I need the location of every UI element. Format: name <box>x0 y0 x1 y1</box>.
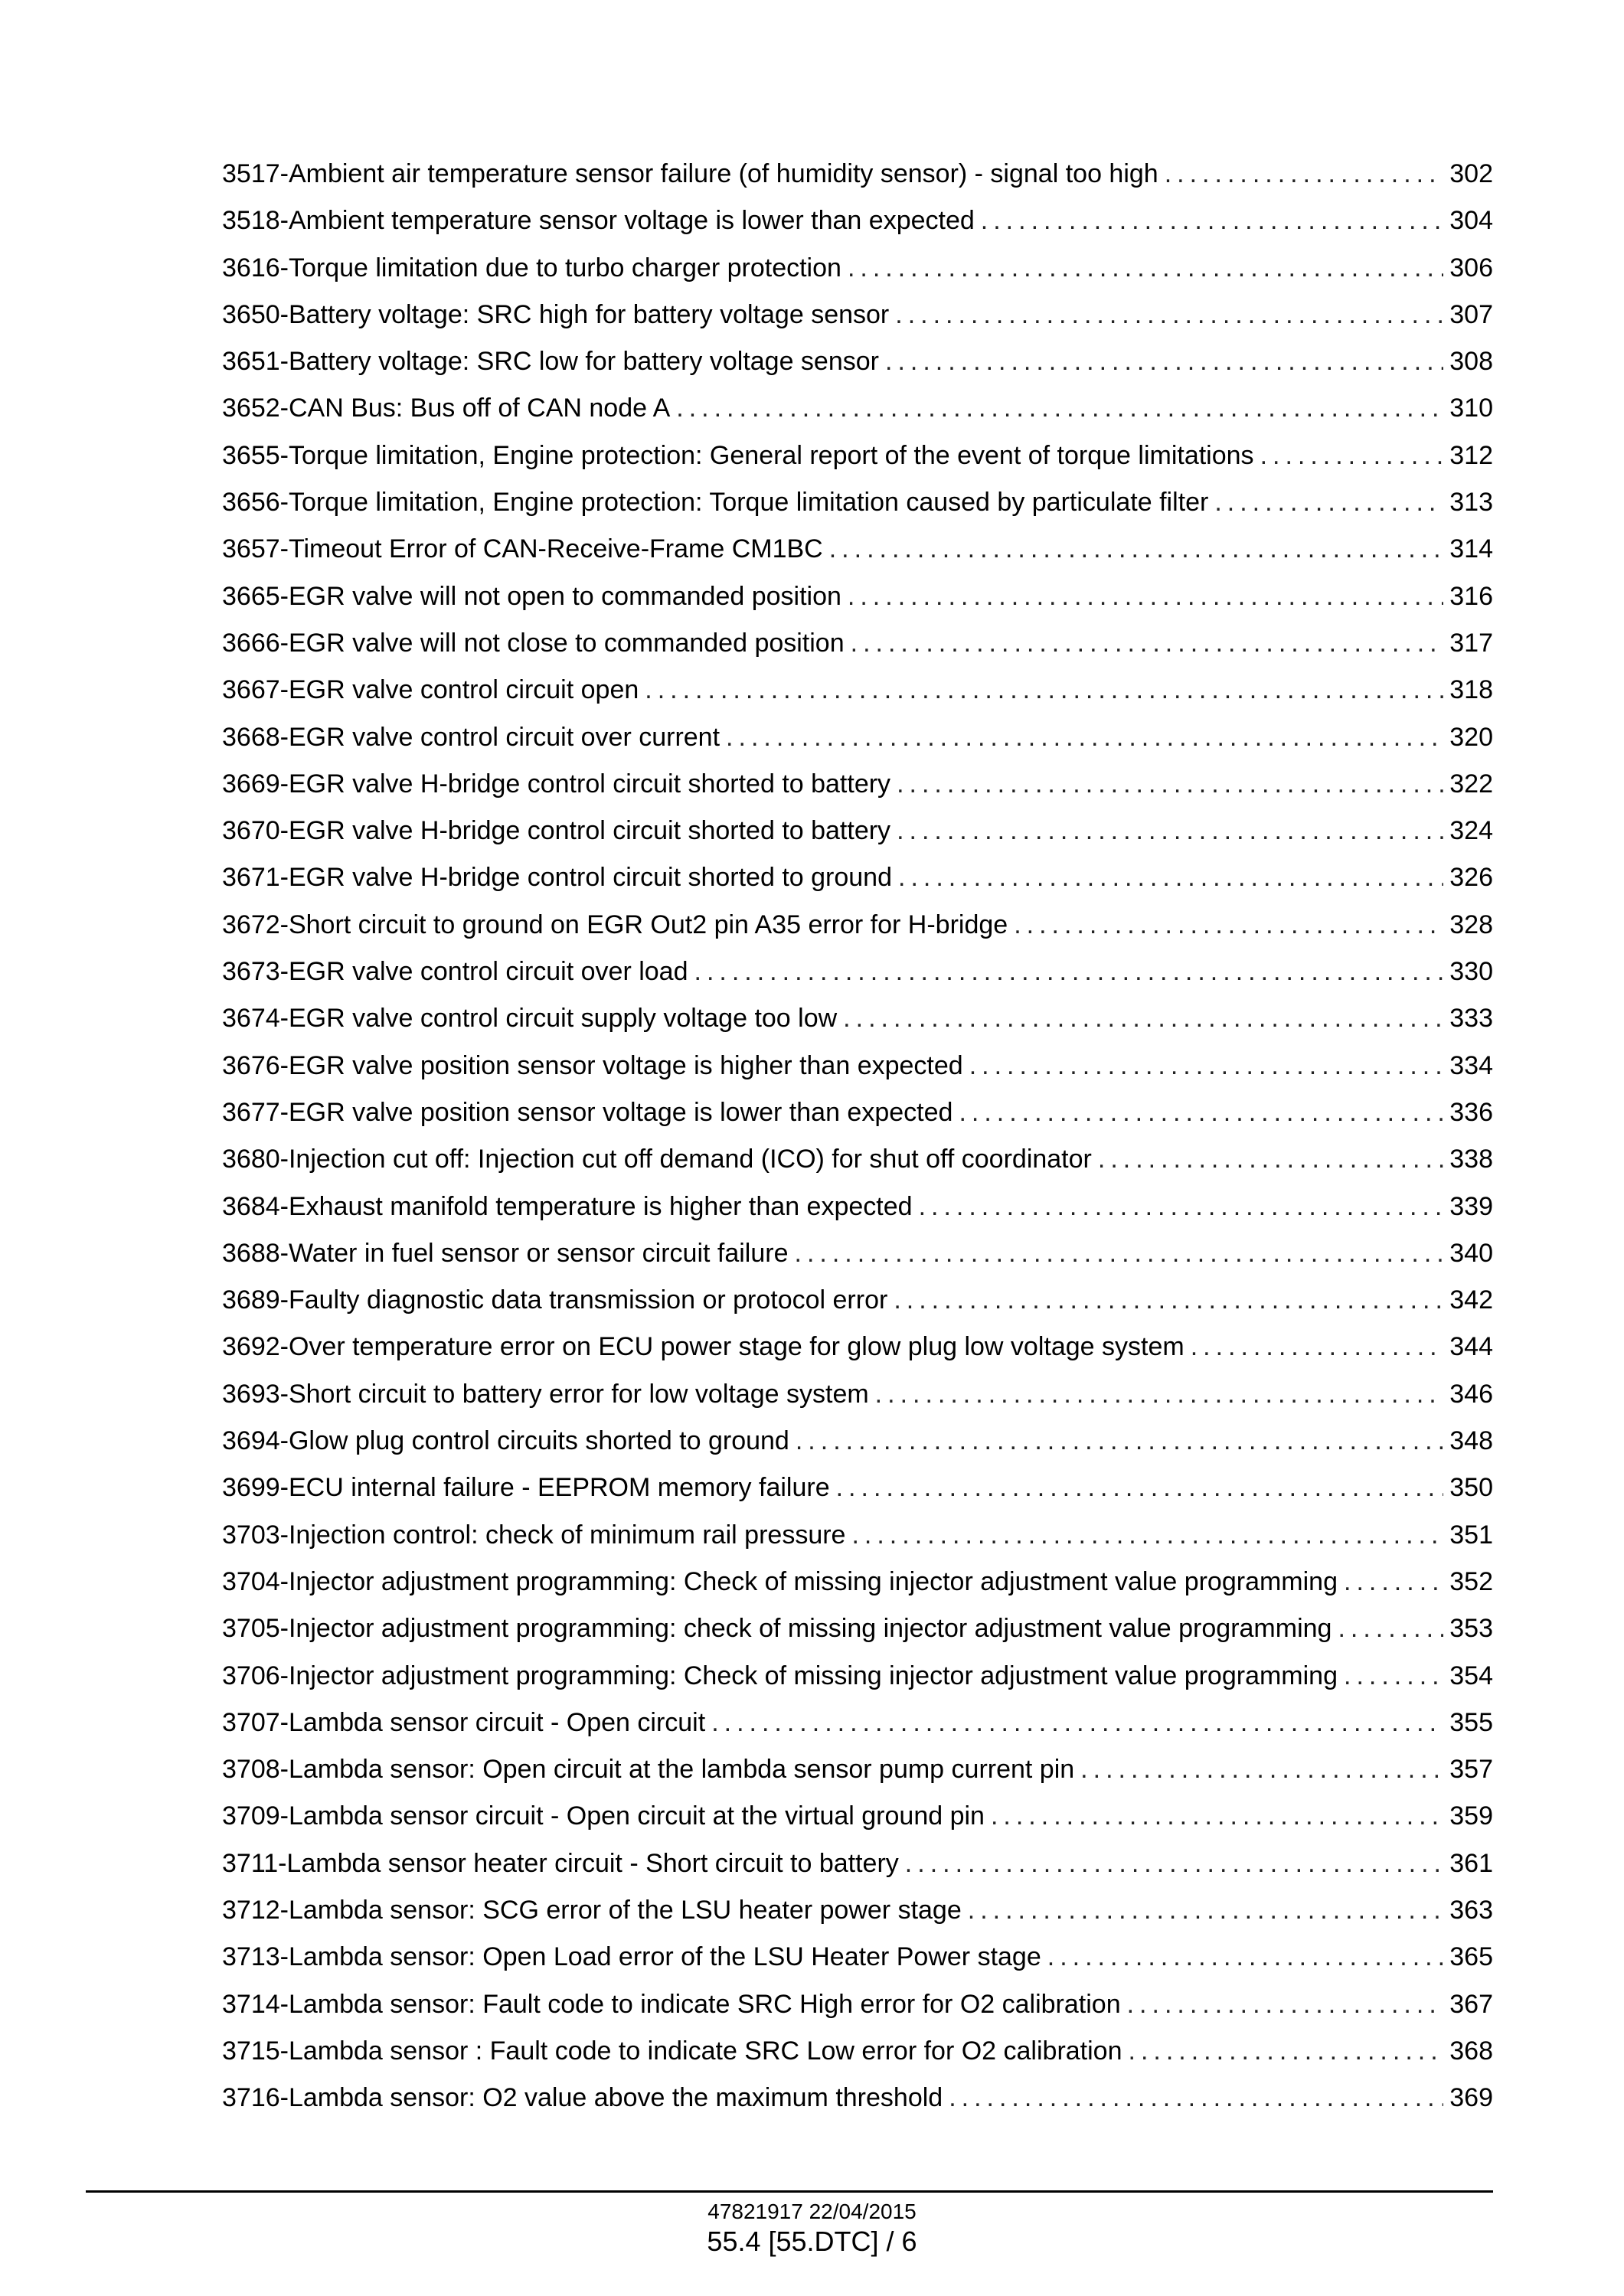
toc-entry[interactable] <box>222 667 1493 714</box>
toc-entry-page: 326 <box>1449 863 1493 893</box>
toc-entry[interactable] <box>222 1043 1493 1089</box>
toc-entry-title: 3692-Over temperature error on ECU power stage for glow plug low voltage system <box>222 1332 1185 1362</box>
dot-leader <box>796 1418 1443 1465</box>
toc-entry-page: 333 <box>1449 1004 1493 1034</box>
toc-entry-page: 328 <box>1449 910 1493 939</box>
toc-entry-title: 3714-Lambda sensor: Fault code to indicate SRC High error for O2 calibration <box>222 1989 1121 2019</box>
dot-leader <box>897 761 1443 808</box>
toc-entry-page: 359 <box>1449 1801 1493 1831</box>
toc-entry-title: 3713-Lambda sensor: Open Load error of the LSU Heater Power stage <box>222 1942 1041 1972</box>
toc-entry-title: 3650-Battery voltage: SRC high for battery voltage sensor <box>222 299 890 329</box>
toc-entry-title: 3703-Injection control: check of minimum rail pressure <box>222 1520 846 1550</box>
dot-leader <box>898 854 1443 901</box>
toc-entry-title: 3680-Injection cut off: Injection cut off demand (ICO) for shut off coordinator <box>222 1145 1092 1174</box>
toc-entry-page: 316 <box>1449 581 1493 611</box>
toc-entry-title: 3684-Exhaust manifold temperature is higher than expected <box>222 1191 913 1221</box>
dot-leader <box>1344 1559 1443 1605</box>
toc-entry-title: 3715-Lambda sensor : Fault code to indicate SRC Low error for O2 calibration <box>222 2036 1122 2066</box>
toc-entry-title: 3656-Torque limitation, Engine protection: Torque limitation caused by particulate filter <box>222 488 1209 518</box>
toc-entry-page: 314 <box>1449 534 1493 564</box>
toc-entry-page: 365 <box>1449 1942 1493 1972</box>
toc-entry-page: 304 <box>1449 206 1493 236</box>
toc-entry-page: 312 <box>1449 440 1493 470</box>
toc-entry-title: 3674-EGR valve control circuit supply voltage too low <box>222 1004 838 1034</box>
toc-entry-page: 339 <box>1449 1191 1493 1221</box>
document-id: 47821917 22/04/2015 <box>707 2200 917 2223</box>
toc-entry[interactable] <box>222 1653 1493 1700</box>
toc-entry[interactable] <box>222 1746 1493 1793</box>
dot-leader <box>885 338 1443 385</box>
toc-entry-page: 367 <box>1449 1989 1493 2019</box>
toc-entry-page: 348 <box>1449 1426 1493 1456</box>
toc-entry-title: 3712-Lambda sensor: SCG error of the LSU heater power stage <box>222 1895 962 1925</box>
toc-entry[interactable] <box>222 1981 1493 2028</box>
dot-leader <box>829 526 1444 573</box>
toc-entry-page: 320 <box>1449 722 1493 752</box>
toc-entry-title: 3677-EGR valve position sensor voltage is lower than expected <box>222 1097 953 1127</box>
toc-entry-page: 346 <box>1449 1379 1493 1409</box>
toc-entry-title: 3707-Lambda sensor circuit - Open circuit <box>222 1707 706 1737</box>
toc-entry-page: 340 <box>1449 1238 1493 1268</box>
dot-leader <box>645 667 1443 714</box>
toc-entry[interactable] <box>222 1136 1493 1183</box>
toc-entry-title: 3693-Short circuit to battery error for low voltage system <box>222 1379 869 1409</box>
dot-leader <box>1214 479 1443 526</box>
toc-entry[interactable] <box>222 245 1493 292</box>
toc-entry[interactable] <box>222 1230 1493 1277</box>
toc-entry[interactable] <box>222 2075 1493 2121</box>
toc-entry[interactable] <box>222 1371 1493 1418</box>
toc-entry[interactable] <box>222 1887 1493 1934</box>
toc-entry[interactable] <box>222 1793 1493 1840</box>
dot-leader <box>1098 1136 1443 1183</box>
toc-entry-title: 3517-Ambient air temperature sensor failure (of humidity sensor) - signal too high <box>222 159 1158 188</box>
toc-entry-page: 368 <box>1449 2036 1493 2066</box>
toc-entry[interactable] <box>222 526 1493 573</box>
dot-leader <box>1165 151 1444 198</box>
toc-entry-title: 3688-Water in fuel sensor or sensor circuit failure <box>222 1238 789 1268</box>
toc-entry[interactable] <box>222 2028 1493 2075</box>
toc-entry[interactable] <box>222 1184 1493 1230</box>
toc-entry[interactable] <box>222 1418 1493 1465</box>
toc-entry[interactable] <box>222 385 1493 432</box>
toc-entry-title: 3669-EGR valve H-bridge control circuit shorted to battery <box>222 769 891 799</box>
dot-leader <box>711 1700 1443 1746</box>
toc-entry[interactable] <box>222 1277 1493 1324</box>
toc-entry-page: 363 <box>1449 1895 1493 1925</box>
dot-leader <box>1014 902 1443 949</box>
toc-entry-title: 3667-EGR valve control circuit open <box>222 675 639 705</box>
toc-entry[interactable] <box>222 338 1493 385</box>
toc-entry[interactable] <box>222 1324 1493 1370</box>
dot-leader <box>848 245 1443 292</box>
dot-leader <box>875 1371 1444 1418</box>
toc-entry[interactable] <box>222 573 1493 620</box>
toc-entry-title: 3672-Short circuit to ground on EGR Out2 pin A35 error for H-bridge <box>222 910 1008 939</box>
toc-entry-title: 3676-EGR valve position sensor voltage is higher than expected <box>222 1050 963 1080</box>
toc-entry[interactable] <box>222 198 1493 244</box>
toc-entry[interactable] <box>222 1512 1493 1559</box>
toc-entry-title: 3652-CAN Bus: Bus off of CAN node A <box>222 394 671 423</box>
toc-entry[interactable] <box>222 902 1493 949</box>
toc-entry[interactable] <box>222 1089 1493 1136</box>
dot-leader <box>1191 1324 1444 1370</box>
dot-leader <box>981 198 1443 244</box>
toc-entry-page: 369 <box>1449 2083 1493 2113</box>
toc-entry-title: 3671-EGR valve H-bridge control circuit shorted to ground <box>222 863 892 893</box>
toc-entry-title: 3705-Injector adjustment programming: check of missing injector adjustment value programming <box>222 1614 1332 1644</box>
dot-leader <box>676 385 1443 432</box>
toc-entry-page: 350 <box>1449 1473 1493 1503</box>
toc-entry-title: 3665-EGR valve will not open to commanded position <box>222 581 841 611</box>
dot-leader <box>1047 1934 1444 1981</box>
toc-entry-page: 357 <box>1449 1755 1493 1785</box>
dot-leader <box>848 573 1443 620</box>
dot-leader <box>1080 1746 1443 1793</box>
toc-entry-page: 310 <box>1449 394 1493 423</box>
toc-entry-title: 3616-Torque limitation due to turbo charger protection <box>222 253 841 283</box>
toc-entry-title: 3655-Torque limitation, Engine protection: General report of the event of torque limitations <box>222 440 1254 470</box>
dot-leader <box>843 995 1443 1042</box>
toc-entry-title: 3689-Faulty diagnostic data transmission or protocol error <box>222 1285 888 1315</box>
toc-entry-page: 322 <box>1449 769 1493 799</box>
toc-entry[interactable] <box>222 854 1493 901</box>
toc-entry-title: 3706-Injector adjustment programming: Check of missing injector adjustment value programming <box>222 1661 1338 1690</box>
dot-leader <box>836 1465 1444 1511</box>
toc-entry-page: 313 <box>1449 488 1493 518</box>
toc-entry-title: 3651-Battery voltage: SRC low for battery voltage sensor <box>222 347 879 377</box>
dot-leader <box>968 1887 1444 1934</box>
toc-entry[interactable] <box>222 433 1493 479</box>
toc-entry[interactable] <box>222 949 1493 995</box>
dot-leader <box>1127 1981 1444 2028</box>
toc-entry[interactable] <box>222 479 1493 526</box>
dot-leader <box>1344 1653 1443 1700</box>
toc-entry-page: 354 <box>1449 1661 1493 1690</box>
toc-entry[interactable] <box>222 714 1493 761</box>
dot-leader <box>895 292 1443 338</box>
toc-entry-title: 3716-Lambda sensor: O2 value above the maximum threshold <box>222 2083 943 2113</box>
dot-leader <box>1338 1605 1443 1652</box>
toc-entry[interactable] <box>222 151 1493 198</box>
toc-entry[interactable] <box>222 292 1493 338</box>
toc-entry[interactable] <box>222 1700 1493 1746</box>
dot-leader <box>897 808 1443 854</box>
toc-entry-title: 3668-EGR valve control circuit over current <box>222 722 721 752</box>
toc-entry-title: 3518-Ambient temperature sensor voltage is lower than expected <box>222 206 975 236</box>
toc-entry-title: 3657-Timeout Error of CAN-Receive-Frame CM1BC <box>222 534 823 564</box>
toc-entry-title: 3704-Injector adjustment programming: Check of missing injector adjustment value programming <box>222 1566 1338 1596</box>
dot-leader <box>851 620 1444 667</box>
dot-leader <box>1260 433 1444 479</box>
dot-leader <box>991 1793 1443 1840</box>
toc-entry-page: 324 <box>1449 816 1493 846</box>
dot-leader <box>851 1512 1443 1559</box>
toc-entry-title: 3670-EGR valve H-bridge control circuit shorted to battery <box>222 816 891 846</box>
dot-leader <box>795 1230 1444 1277</box>
toc-entry-title: 3694-Glow plug control circuits shorted to ground <box>222 1426 789 1456</box>
toc-entry-page: 338 <box>1449 1145 1493 1174</box>
toc-entry-page: 334 <box>1449 1050 1493 1080</box>
dot-leader <box>726 714 1443 761</box>
dot-leader <box>894 1277 1443 1324</box>
dot-leader <box>919 1184 1444 1230</box>
toc-entry-title: 3711-Lambda sensor heater circuit - Short circuit to battery <box>222 1848 899 1878</box>
toc-entry[interactable] <box>222 1840 1493 1887</box>
toc-entry-title: 3709-Lambda sensor circuit - Open circuit at the virtual ground pin <box>222 1801 985 1831</box>
toc-entry-page: 317 <box>1449 628 1493 658</box>
toc-entry-page: 353 <box>1449 1614 1493 1644</box>
toc-entry-page: 344 <box>1449 1332 1493 1362</box>
dot-leader <box>969 1043 1444 1089</box>
toc-entry[interactable] <box>222 1465 1493 1511</box>
toc-entry[interactable] <box>222 620 1493 667</box>
footer-divider <box>86 2190 1493 2193</box>
toc-entry[interactable] <box>222 1934 1493 1981</box>
toc-entry-page: 308 <box>1449 347 1493 377</box>
dot-leader <box>1129 2028 1444 2075</box>
dot-leader <box>905 1840 1443 1887</box>
toc-entry[interactable] <box>222 1605 1493 1652</box>
toc-entry-page: 330 <box>1449 957 1493 987</box>
toc-entry[interactable] <box>222 761 1493 808</box>
dot-leader <box>949 2075 1443 2121</box>
toc-entry-title: 3673-EGR valve control circuit over load <box>222 957 688 987</box>
toc-entry[interactable] <box>222 995 1493 1042</box>
toc-entry-page: 351 <box>1449 1520 1493 1550</box>
toc-entry-title: 3699-ECU internal failure - EEPROM memory failure <box>222 1473 830 1503</box>
toc-entry-page: 342 <box>1449 1285 1493 1315</box>
dot-leader <box>959 1089 1443 1136</box>
dot-leader <box>694 949 1444 995</box>
toc-entry-title: 3708-Lambda sensor: Open circuit at the lambda sensor pump current pin <box>222 1755 1075 1785</box>
toc-entry-page: 361 <box>1449 1848 1493 1878</box>
toc-entry[interactable] <box>222 808 1493 854</box>
toc-entry-page: 318 <box>1449 675 1493 705</box>
toc-entry-page: 302 <box>1449 159 1493 188</box>
toc-entry[interactable] <box>222 1559 1493 1605</box>
toc-entry-page: 355 <box>1449 1707 1493 1737</box>
toc-entry-page: 307 <box>1449 299 1493 329</box>
toc-entry-page: 352 <box>1449 1566 1493 1596</box>
toc-list <box>222 151 1493 2121</box>
toc-entry-page: 306 <box>1449 253 1493 283</box>
toc-entry-page: 336 <box>1449 1097 1493 1127</box>
toc-entry-title: 3666-EGR valve will not close to commanded position <box>222 628 845 658</box>
page-reference: 55.4 [55.DTC] / 6 <box>707 2226 917 2257</box>
